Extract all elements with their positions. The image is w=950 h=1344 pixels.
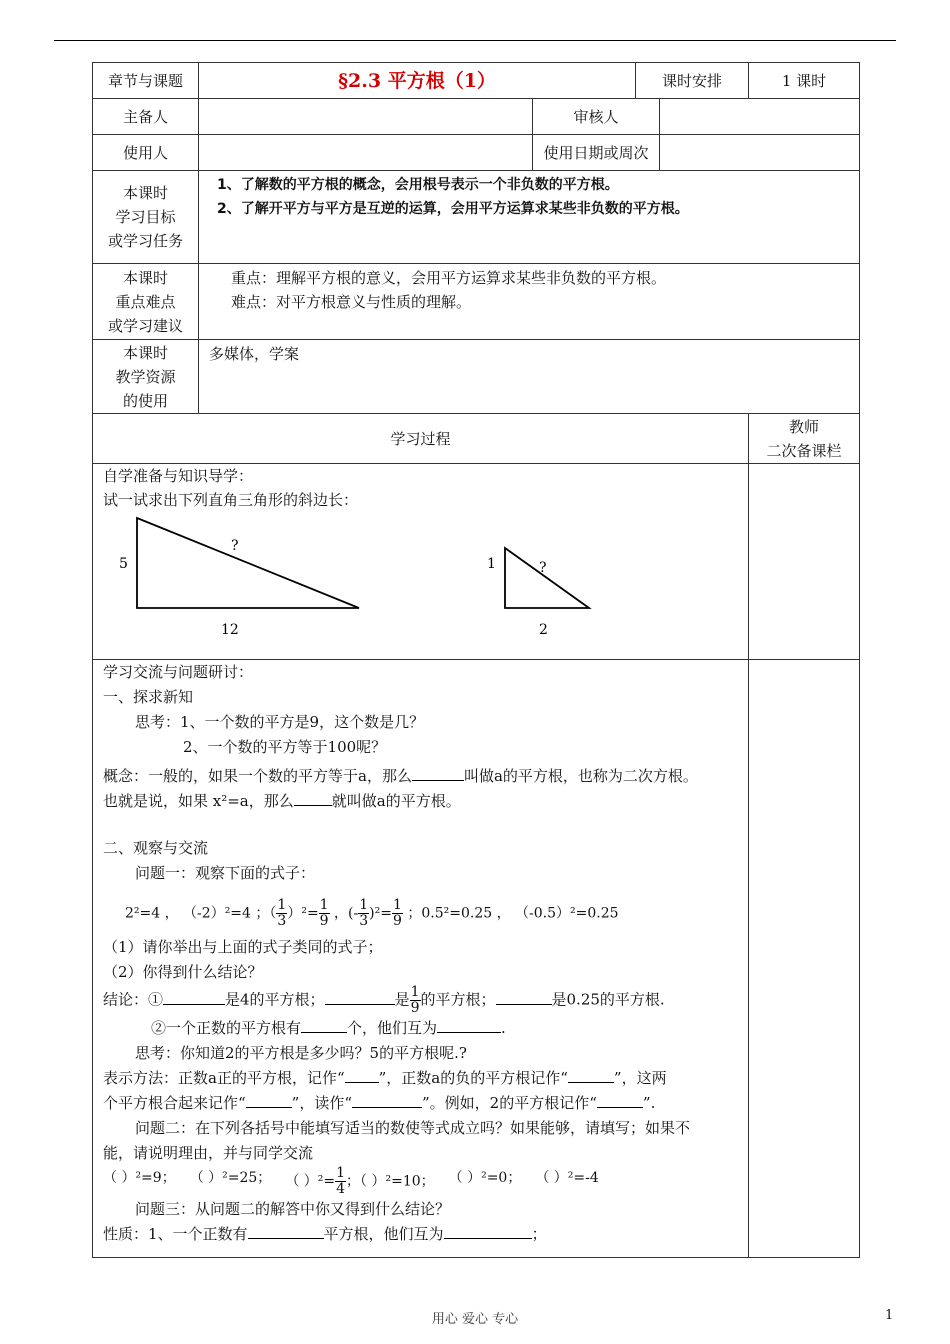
teacher-notes-study <box>749 660 860 1258</box>
keypoint-main: 重点：理解平方根的意义，会用平方运算求某些非负数的平方根。 <box>231 269 667 287</box>
preparer-value <box>199 99 533 135</box>
tri2-hypotenuse: ? <box>539 560 547 576</box>
question-1: 问题一：观察下面的式子： <box>135 864 316 882</box>
square-examples: 2²=4 ， （-2）²=4 ；（ $\frac{1}{3}$ ）²= $\frac{1}{9}$ ，(- $\frac{1}{3}$ )²= $\frac{1}{9}$ ；0.5²=0.25 ， （-0.5）²=0.25 <box>125 897 619 929</box>
think-3: 思考：你知道2的平方根是多少吗？5的平方根呢.? <box>135 1044 467 1062</box>
keypoints-content <box>199 264 860 340</box>
tri2-side-a: 1 <box>487 556 496 572</box>
lesson-plan-table <box>92 62 860 1258</box>
keypoints-label: 本课时 重点难点 或学习建议 <box>93 264 199 340</box>
prep-task: 试一试求出下列直角三角形的斜边长： <box>103 491 359 509</box>
fill-in-equations: （ ）²=9； （ ）²=25； （ ）²= $\frac{1}{4}$ ；（ ）²=10； （ ）²=0； （ ）²=-4 <box>103 1165 599 1197</box>
objectives-label: 本课时 学习目标 或学习任务 <box>93 171 199 264</box>
notation-1: 表示方法：正数a正的平方根，记作“ ”，正数a的负的平方根记作“ ”，这两 <box>103 1066 738 1091</box>
schedule-label: 课时安排 <box>636 63 749 99</box>
page-number: 1 <box>885 1308 894 1323</box>
prep-heading: 自学准备与知识导学： <box>103 467 254 485</box>
user-label: 使用人 <box>93 135 199 171</box>
conclusion-1: 结论：① 是4的平方根； 是 $\frac{1}{9}$ 的平方根； 是0.25的平方根. <box>103 984 665 1016</box>
triangle-large <box>137 518 359 608</box>
triangle-small <box>505 548 589 608</box>
tri1-side-b: 12 <box>221 622 239 638</box>
teacher-notes-heading: 教师 二次备课栏 <box>749 414 860 464</box>
study-section <box>93 660 749 1258</box>
preparer-label: 主备人 <box>93 99 199 135</box>
question-2b: 能，请说明理由，并与同学交流 <box>103 1144 314 1162</box>
footer-motto: 用心 爱心 专心 <box>431 1312 519 1327</box>
think-2: 2、一个数的平方等于100呢？ <box>183 738 387 756</box>
date-value <box>660 135 860 171</box>
triangles-figure <box>103 512 623 652</box>
section-explore: 一、探求新知 <box>103 688 194 706</box>
property-1: 性质：1、一个正数有 平方根，他们互为 ； <box>103 1222 738 1247</box>
resources-label: 本课时 教学资源 的使用 <box>93 340 199 414</box>
prep-section <box>93 464 749 660</box>
objective-1: 1、了解数的平方根的概念，会用根号表示一个非负数的平方根。 <box>217 177 619 193</box>
date-label: 使用日期或周次 <box>533 135 660 171</box>
concept-definition: 概念：一般的，如果一个数的平方等于a，那么 叫做a的平方根，也称为二次方根。 <box>103 764 738 789</box>
header-rule <box>54 40 896 41</box>
tri1-hypotenuse: ? <box>231 538 239 554</box>
keypoint-difficulty: 难点：对平方根意义与性质的理解。 <box>231 293 472 311</box>
question-2a: 问题二：在下列各括号中能填写适当的数使等式成立吗？如果能够，请填写；如果不 <box>135 1119 691 1137</box>
objective-2: 2、了解开平方与平方是互逆的运算，会用平方运算求某些非负数的平方根。 <box>217 201 689 217</box>
ask-2: （2）你得到什么结论？ <box>103 963 263 981</box>
reviewer-label: 审核人 <box>533 99 660 135</box>
resources-content: 多媒体，学案 <box>199 340 860 414</box>
objectives-content <box>199 171 860 264</box>
user-value <box>199 135 533 171</box>
study-heading: 学习交流与问题研讨： <box>103 663 254 681</box>
schedule-value: 1 课时 <box>749 63 860 99</box>
lesson-title: §2.3 平方根（1） <box>199 63 636 99</box>
conclusion-2: ②一个正数的平方根有 个，他们互为 . <box>103 1016 738 1041</box>
chapter-label: 章节与课题 <box>93 63 199 99</box>
reviewer-value <box>660 99 860 135</box>
teacher-notes-prep <box>749 464 860 660</box>
think-1: 思考：1、一个数的平方是9，这个数是几？ <box>135 713 425 731</box>
concept-restated: 也就是说，如果 x²=a，那么 就叫做a的平方根。 <box>103 789 738 814</box>
notation-2: 个平方根合起来记作“ ”，读作“ ”。例如，2的平方根记作“ ”. <box>103 1091 738 1116</box>
ask-1: （1）请你举出与上面的式子类同的式子； <box>103 938 383 956</box>
section-observe: 二、观察与交流 <box>103 839 209 857</box>
tri2-side-b: 2 <box>539 622 548 638</box>
tri1-side-a: 5 <box>119 556 128 572</box>
process-heading: 学习过程 <box>93 414 749 464</box>
question-3: 问题三：从问题二的解答中你又得到什么结论？ <box>135 1200 451 1218</box>
